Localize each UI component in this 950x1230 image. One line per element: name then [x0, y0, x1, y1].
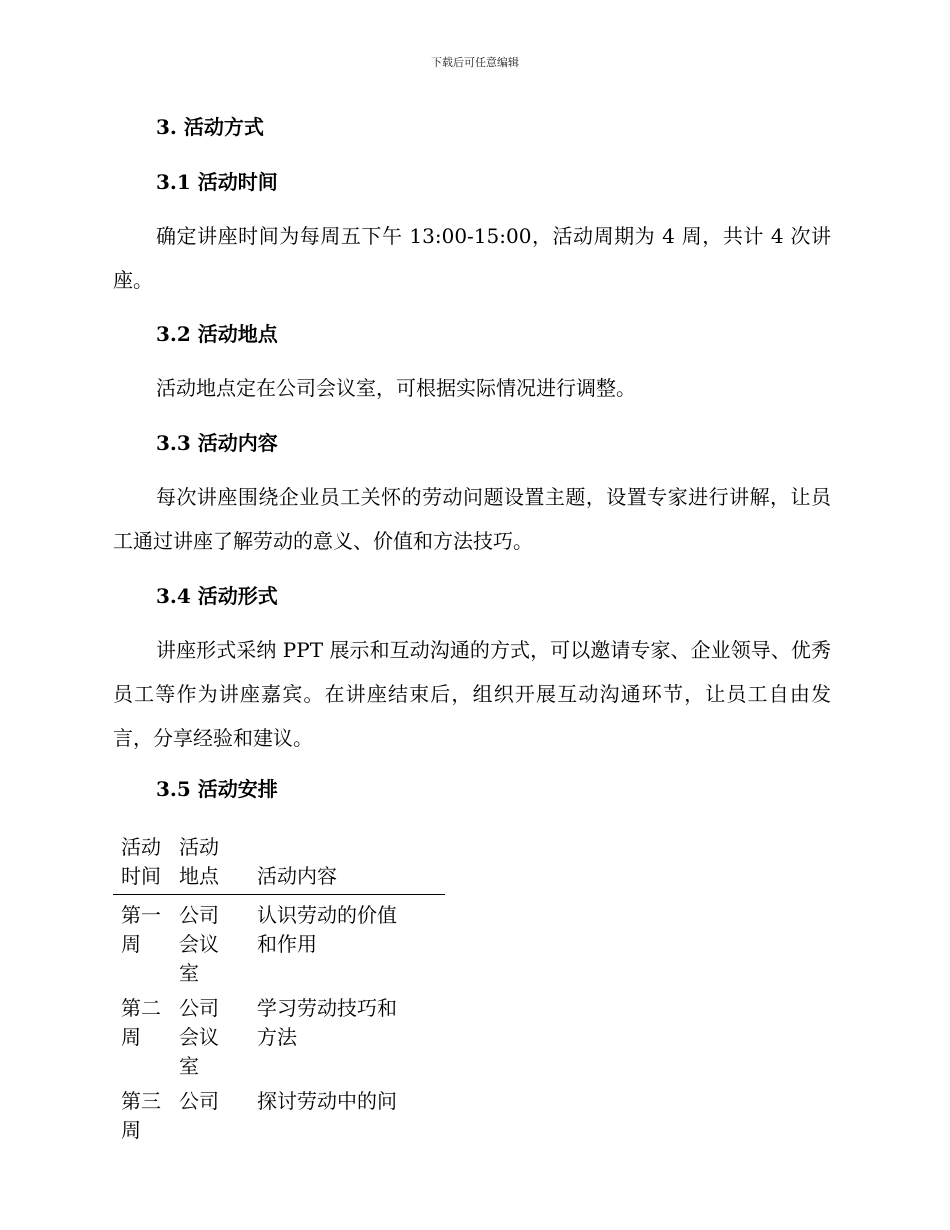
header-cell-time: 活动时间 — [121, 835, 161, 888]
table-cell-content: 认识劳动的价值和作用 — [257, 903, 397, 956]
header-cell-content: 活动内容 — [257, 864, 337, 888]
table-row — [113, 994, 445, 1081]
table-cell-content: 学习劳动技巧和方法 — [257, 996, 397, 1049]
table-cell-content: 探讨劳动中的问 — [257, 1089, 397, 1113]
table-row — [113, 901, 445, 988]
section-heading-3-4: 3.4 活动形式 — [156, 584, 278, 608]
table-cell-location: 公司会议室 — [179, 996, 219, 1078]
section-body-3-3: 每次讲座围绕企业员工关怀的劳动问题设置主题，设置专家进行讲解，让员工通过讲座了解劳动的意义、价值和方法技巧。 — [113, 485, 831, 553]
section-body-3-4: 讲座形式采纳 PPT 展示和互动沟通的方式，可以邀请专家、企业领导、优秀员工等作为讲座嘉宾。在讲座结束后，组织开展互动沟通环节，让员工自由发言，分享经验和建议。 — [113, 638, 831, 750]
header-cell-location: 活动地点 — [179, 835, 219, 888]
table-row — [113, 1087, 445, 1145]
table-cell-location: 公司 — [179, 1089, 219, 1113]
page-header: 下载后可任意编辑 — [431, 56, 519, 69]
section-heading-3-1: 3.1 活动时间 — [156, 170, 278, 194]
section-body-3-2: 活动地点定在公司会议室，可根据实际情况进行调整。 — [156, 376, 636, 400]
section-heading-3-3: 3.3 活动内容 — [156, 431, 278, 455]
table-cell-time: 第二周 — [121, 996, 161, 1049]
section-heading-3-5: 3.5 活动安排 — [156, 777, 278, 801]
section-heading-3-2: 3.2 活动地点 — [156, 322, 278, 346]
schedule-table — [113, 833, 445, 1145]
section-heading-3: 3. 活动方式 — [156, 115, 264, 139]
table-cell-time: 第一周 — [121, 903, 161, 956]
table-cell-time: 第三周 — [121, 1089, 161, 1142]
table-cell-location: 公司会议室 — [179, 903, 219, 985]
section-body-3-1: 确定讲座时间为每周五下午 13:00-15:00，活动周期为 4 周，共计 4 次讲座。 — [113, 224, 831, 292]
schedule-table-header — [113, 833, 445, 895]
